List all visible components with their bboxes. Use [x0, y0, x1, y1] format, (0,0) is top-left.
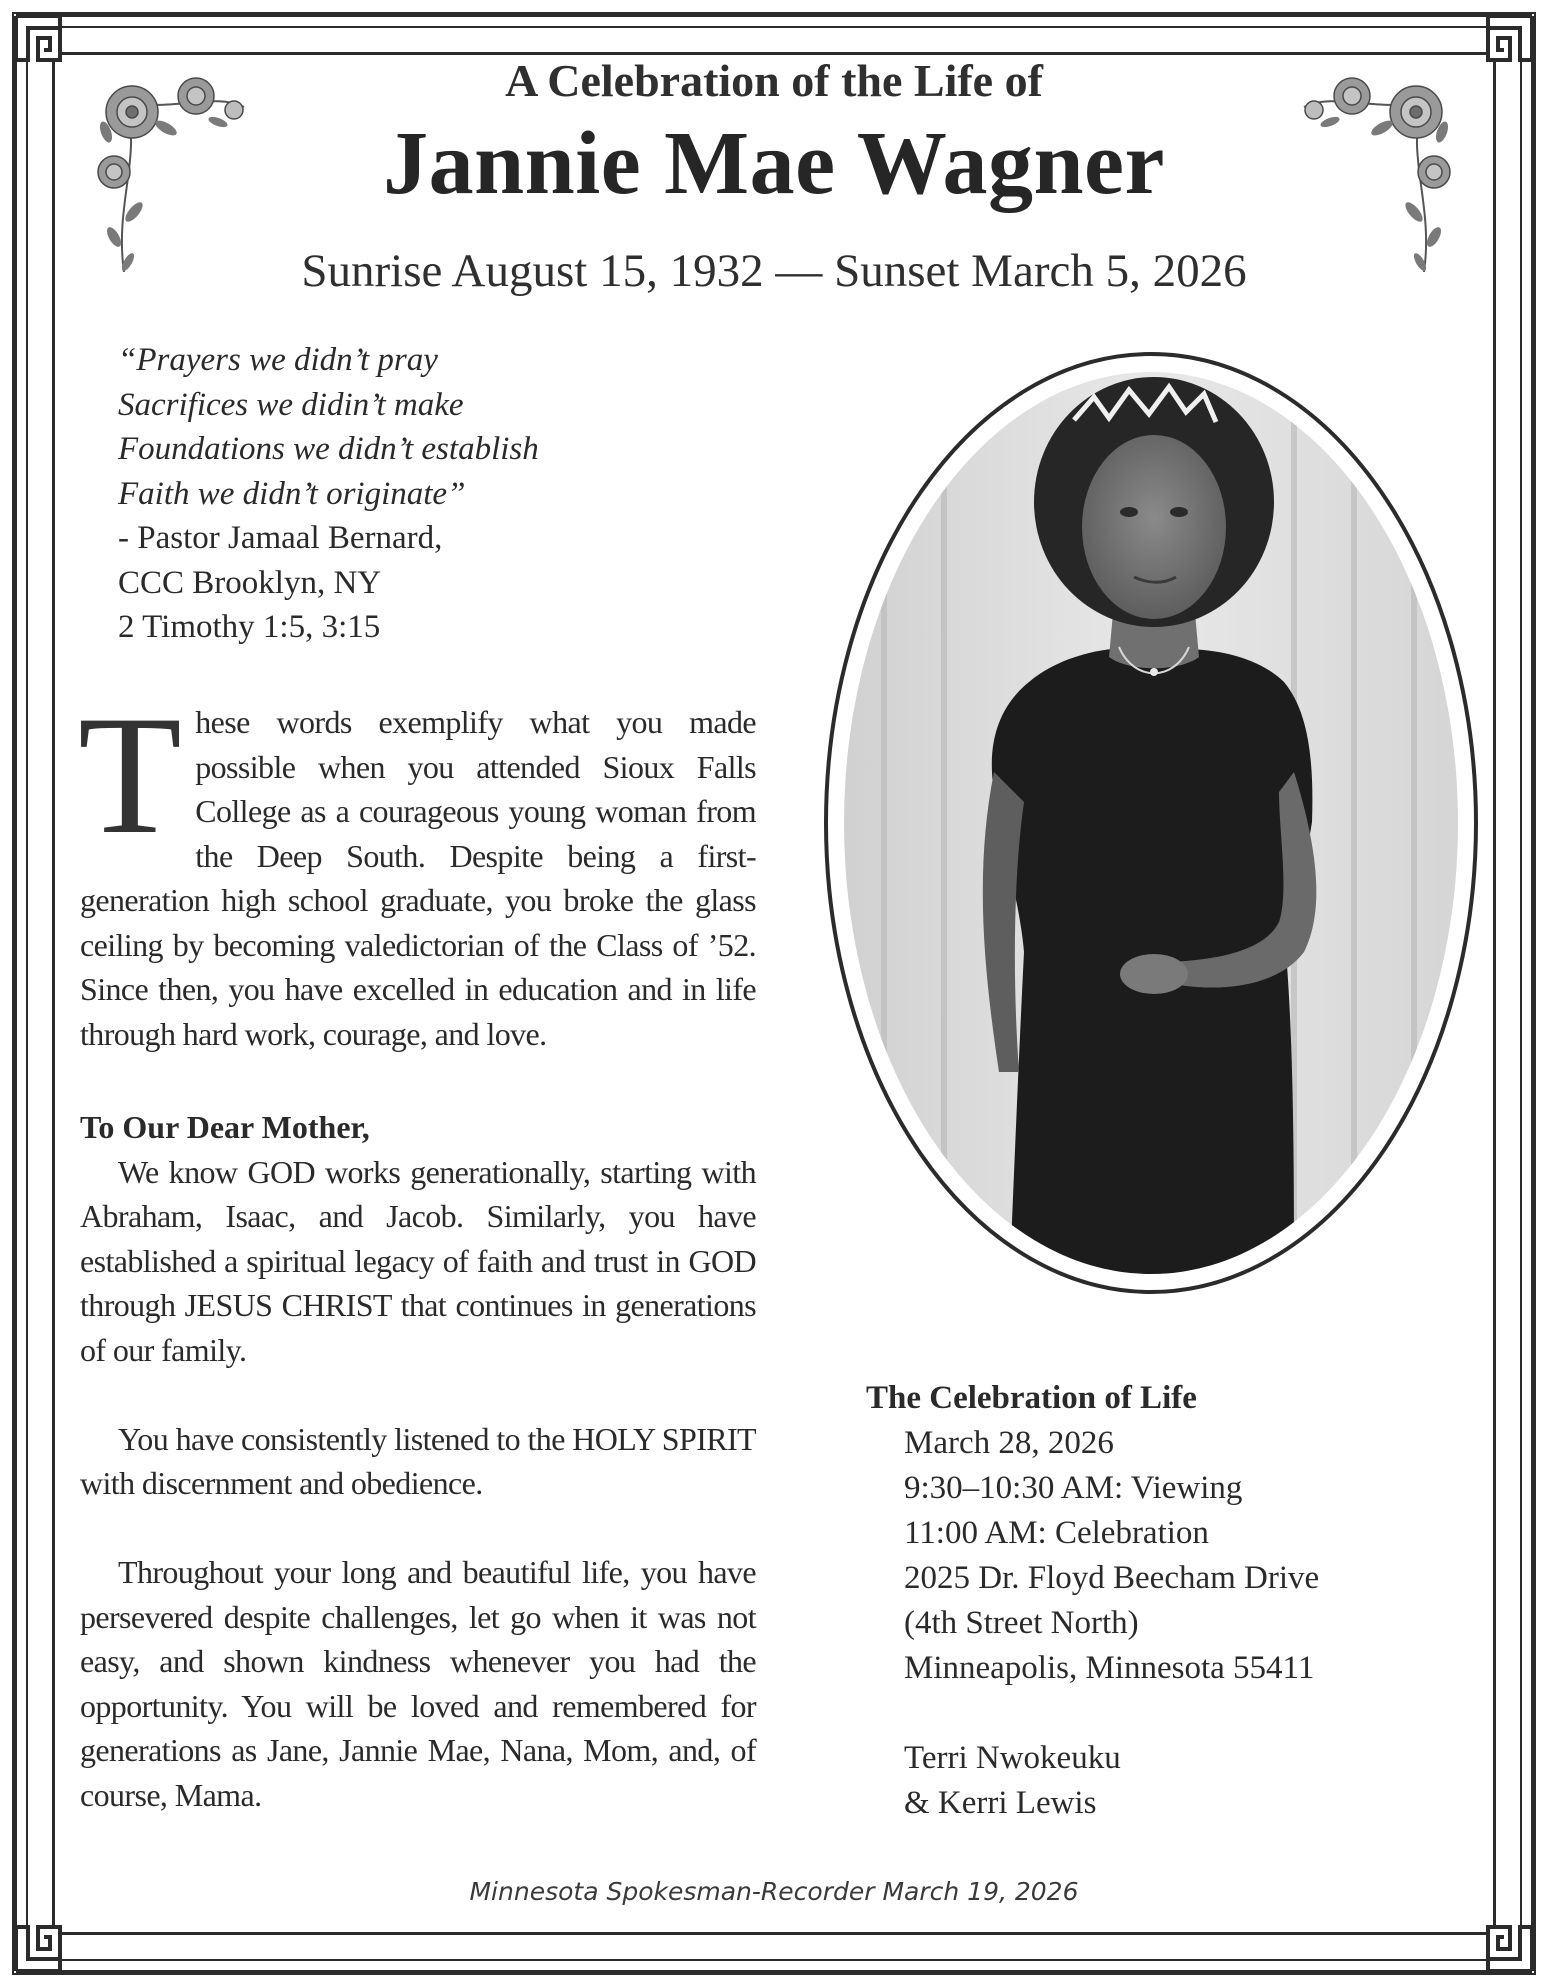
deceased-name: Jannie Mae Wagner [383, 114, 1165, 213]
signer-name: & Kerri Lewis [904, 1785, 1097, 1821]
letter-paragraph: Throughout your long and beautiful life, you have persevered despite challenges, let go when it was not easy, and shown kindness whenever you had the opportunity. You will be loved and remembered for generations as Jane, Jannie Mae, Nana, Mom, and, of course, Mama. [80, 1554, 756, 1813]
corner-ornament-bottom-right [1486, 1925, 1534, 1973]
corner-ornament-bottom-left [14, 1925, 62, 1973]
quote-line: Sacrifices we didin’t make [118, 386, 464, 423]
service-address-line: 2025 Dr. Floyd Beecham Drive [904, 1560, 1320, 1596]
letter-to-mother [80, 1105, 756, 1817]
service-viewing-time: 9:30–10:30 AM: Viewing [904, 1470, 1243, 1506]
publication-credit: Minnesota Spokesman-Recorder March 19, 2026 [469, 1877, 1079, 1906]
life-dates: Sunrise August 15, 1932 — Sunset March 5, 2026 [301, 245, 1247, 297]
portrait-photo [824, 352, 1478, 1294]
signer-name: Terri Nwokeuku [904, 1740, 1121, 1776]
service-celebration-time: 11:00 AM: Celebration [904, 1515, 1209, 1551]
service-date: March 28, 2026 [904, 1425, 1114, 1461]
tribute-paragraph [78, 681, 756, 1056]
salutation: To Our Dear Mother, [80, 1109, 370, 1145]
quote-block [118, 338, 738, 650]
letter-paragraph: We know GOD works generationally, starting with Abraham, Isaac, and Jacob. Similarly, you have established a spiritual legacy of faith and trust in GOD through JESUS CHRIST that continues in generations of our family. [80, 1153, 756, 1368]
heading-subtitle: A Celebration of the Life of [505, 55, 1043, 106]
letter-paragraph: You have consistently listened to the HOLY SPIRIT with discernment and obedience. [80, 1420, 756, 1501]
service-city: Minneapolis, Minnesota 55411 [904, 1650, 1315, 1686]
quote-line: “Prayers we didn’t pray [118, 342, 438, 378]
drop-cap: T [78, 681, 182, 869]
quote-attribution: - Pastor Jamaal Bernard, [118, 520, 443, 556]
service-title: The Celebration of Life [866, 1380, 1197, 1416]
quote-line: Faith we didn’t originate” [118, 475, 466, 512]
tribute-text: hese words exemplify what you made possible when you attended Sioux Falls College as a courageous young woman from the Deep South. Despite being a first-generation high school graduate, you broke the glass ceiling by becoming valedictorian of the Class of ’52. Since then, you have excelled in education and in life through hard work, courage, and love. [80, 704, 756, 1052]
quote-attribution: CCC Brooklyn, NY [118, 564, 382, 601]
quote-scripture: 2 Timothy 1:5, 3:15 [118, 609, 381, 645]
service-details [866, 1376, 1426, 1826]
service-address-line: (4th Street North) [904, 1605, 1139, 1641]
quote-line: Foundations we didn’t establish [118, 431, 539, 467]
